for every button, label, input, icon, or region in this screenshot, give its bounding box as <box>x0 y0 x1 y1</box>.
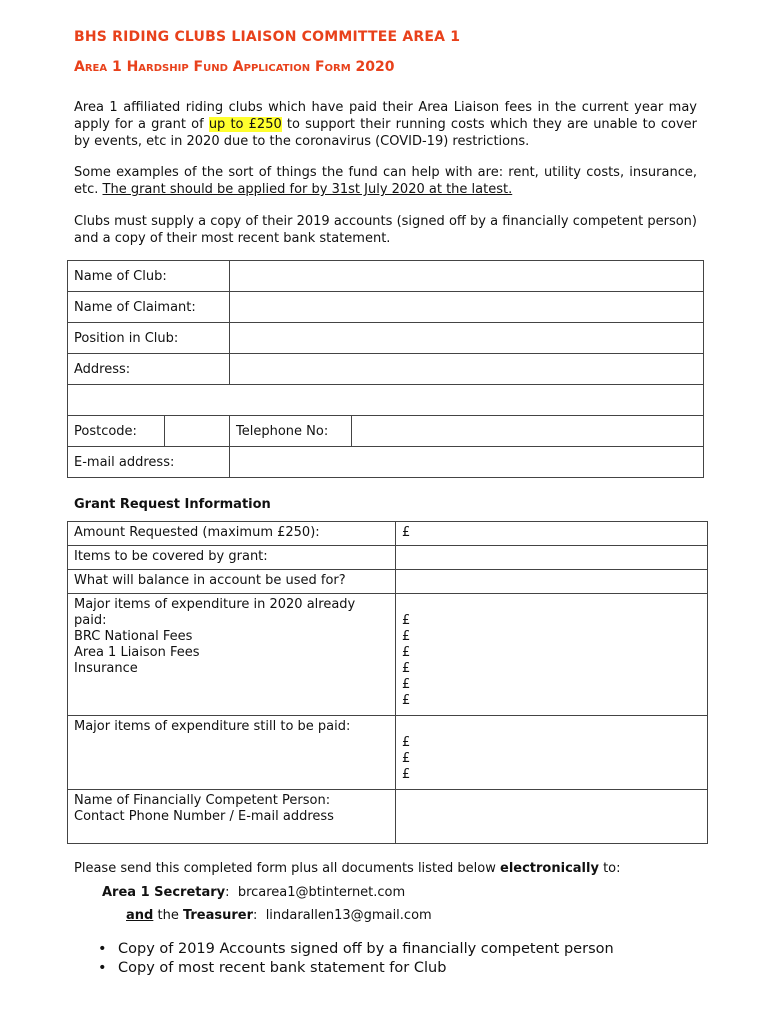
intro-paragraph-1 <box>74 99 697 150</box>
list-item-text: Copy of 2019 Accounts signed off by a financially competent person <box>118 941 614 957</box>
email-label: E-mail address: <box>68 447 230 478</box>
paid-item: Area 1 Liaison Fees <box>74 645 200 660</box>
items-covered-field[interactable] <box>396 546 708 570</box>
claimant-field[interactable] <box>230 292 704 323</box>
tobepaid-expenditure-label: Major items of expenditure still to be paid: <box>68 716 396 790</box>
secretary-contact: Area 1 Secretary: brcarea1@btinternet.com <box>102 885 406 900</box>
list-item <box>98 940 614 959</box>
currency-symbol: £ <box>402 677 411 692</box>
postcode-field[interactable] <box>165 416 230 446</box>
table-row <box>68 416 704 447</box>
table-row <box>68 292 704 323</box>
intro-p2-text: Some examples of the sort of things the fund can help with are: rent, utility costs, insurance, etc. <box>74 165 697 197</box>
list-item <box>98 959 614 978</box>
intro-paragraph-2 <box>74 164 697 198</box>
bullet-icon: • <box>98 941 107 957</box>
table-row <box>68 354 704 385</box>
telephone-field[interactable] <box>352 416 704 447</box>
currency-symbol: £ <box>402 629 411 644</box>
currency-symbol: £ <box>402 613 411 628</box>
amount-requested-label: Amount Requested (maximum £250): <box>68 522 396 546</box>
club-details-table <box>67 260 704 478</box>
send-text-a: Please send this completed form plus all documents listed below <box>74 861 500 876</box>
club-name-field[interactable] <box>230 261 704 292</box>
list-item-text: Copy of most recent bank statement for Club <box>118 959 447 976</box>
table-row <box>68 790 708 844</box>
bullet-icon: • <box>98 959 107 976</box>
postcode-subtable <box>68 416 229 446</box>
position-label: Position in Club: <box>68 323 230 354</box>
table-row <box>68 716 708 790</box>
position-field[interactable] <box>230 323 704 354</box>
postcode-label: Postcode: <box>68 416 165 446</box>
intro-p1-text-a: Area 1 affiliated riding clubs which have paid their Area Liaison fees in the current year may apply for a grant of <box>74 100 697 132</box>
table-row <box>68 570 708 594</box>
paid-item: Insurance <box>74 661 138 676</box>
items-covered-label: Items to be covered by grant: <box>68 546 396 570</box>
club-name-label: Name of Club: <box>68 261 230 292</box>
send-instructions <box>74 861 621 876</box>
competent-person-field[interactable] <box>396 790 708 844</box>
currency-symbol: £ <box>402 735 411 750</box>
currency-symbol: £ <box>402 661 411 676</box>
competent-person-name-label: Name of Financially Competent Person: <box>74 793 331 808</box>
deadline-notice: The grant should be applied for by 31st July 2020 at the latest. <box>102 182 513 197</box>
table-row <box>68 447 704 478</box>
paid-item: BRC National Fees <box>74 629 193 644</box>
send-text-b: to: <box>598 861 621 876</box>
grant-section-heading: Grant Request Information <box>74 497 271 512</box>
paid-expenditure-label <box>68 594 396 716</box>
document-title: BHS RIDING CLUBS LIAISON COMMITTEE AREA 1 <box>74 29 461 45</box>
competent-person-label <box>68 790 396 844</box>
competent-person-contact-label: Contact Phone Number / E-mail address <box>74 809 334 824</box>
address-field-line-2[interactable] <box>68 385 704 416</box>
the-word: the <box>153 908 183 923</box>
required-documents-list <box>98 940 614 977</box>
secretary-label: Area 1 Secretary <box>102 885 226 900</box>
intro-paragraph-3: Clubs must supply a copy of their 2019 accounts (signed off by a financially competent person) and a copy of their most recent bank statement. <box>74 214 697 246</box>
email-field[interactable] <box>230 447 704 478</box>
currency-symbol: £ <box>402 693 411 708</box>
claimant-label: Name of Claimant: <box>68 292 230 323</box>
balance-use-label: What will balance in account be used for? <box>68 570 396 594</box>
address-label: Address: <box>68 354 230 385</box>
treasurer-email[interactable]: lindarallen13@gmail.com <box>265 908 432 923</box>
and-word: and <box>126 908 154 923</box>
balance-use-field[interactable] <box>396 570 708 594</box>
telephone-label: Telephone No: <box>230 416 352 447</box>
tobepaid-expenditure-field[interactable] <box>396 716 708 790</box>
secretary-email[interactable]: brcarea1@btinternet.com <box>237 885 406 900</box>
table-row <box>68 261 704 292</box>
table-row <box>68 594 708 716</box>
grant-request-table <box>67 521 708 844</box>
table-row <box>68 522 708 546</box>
address-field[interactable] <box>230 354 704 385</box>
amount-requested-field[interactable] <box>396 522 708 546</box>
postcode-cell <box>68 416 230 447</box>
table-row <box>68 385 704 416</box>
table-row <box>68 546 708 570</box>
send-method-bold: electronically <box>500 861 599 876</box>
currency-symbol: £ <box>402 645 411 660</box>
currency-symbol: £ <box>402 525 411 540</box>
currency-symbol: £ <box>402 751 411 766</box>
treasurer-label: Treasurer <box>182 908 254 923</box>
intro-p1-text-b: to support their running costs which they are unable to cover by events, etc in 2020 due to the coronavirus (COVID-19) restrictions. <box>74 117 697 149</box>
paid-expenditure-heading: Major items of expenditure in 2020 already paid: <box>74 597 356 628</box>
treasurer-contact: and the Treasurer: lindarallen13@gmail.com <box>126 908 432 923</box>
table-row <box>68 323 704 354</box>
form-subtitle: Area 1 Hardship Fund Application Form 2020 <box>74 59 395 75</box>
grant-limit-highlight: up to £250 <box>208 117 282 132</box>
currency-symbol: £ <box>402 767 411 782</box>
paid-expenditure-field[interactable] <box>396 594 708 716</box>
